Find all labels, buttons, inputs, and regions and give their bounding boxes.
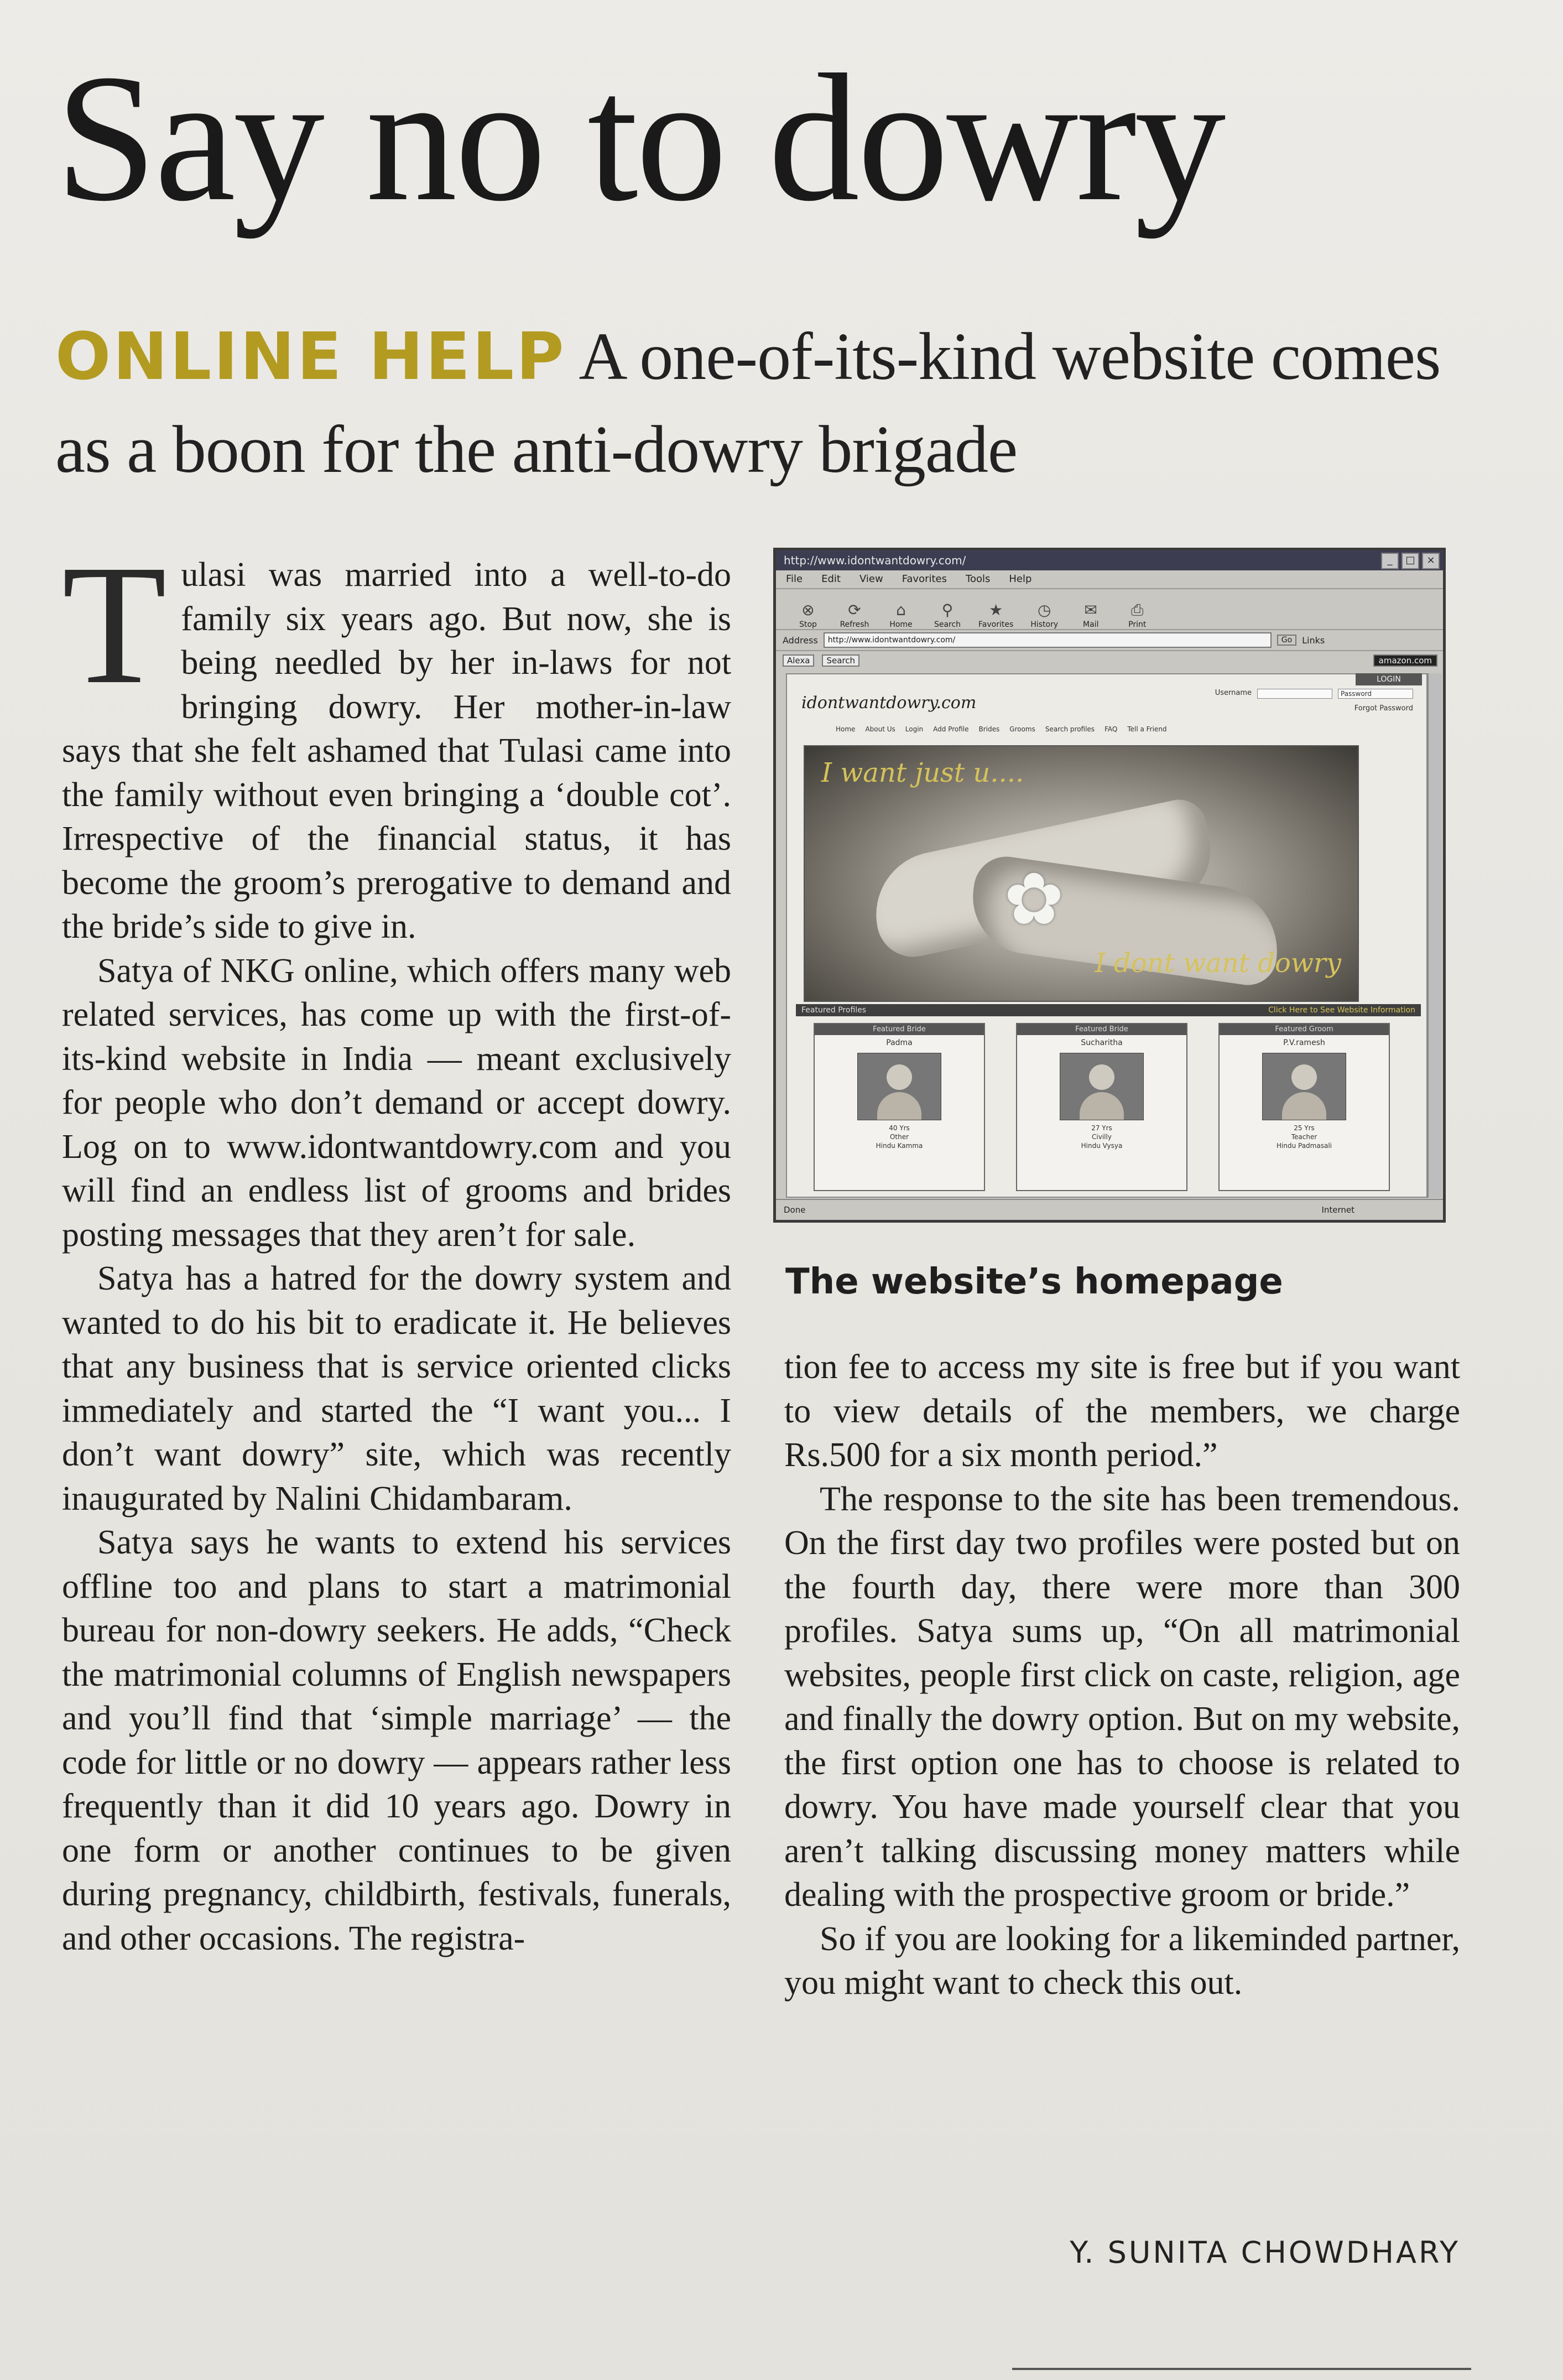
- card-header: Featured Groom: [1220, 1024, 1389, 1035]
- card-name: Sucharitha: [1081, 1038, 1123, 1047]
- username-label: Username: [1215, 689, 1252, 697]
- menu-view: View: [859, 573, 883, 585]
- star-icon: ★: [989, 601, 1003, 619]
- nav-tell-a-friend: Tell a Friend: [1127, 725, 1167, 733]
- nav-faq: FAQ: [1104, 725, 1118, 733]
- card-header: Featured Bride: [815, 1024, 984, 1035]
- headline: Say no to dowry: [55, 37, 1224, 239]
- toolbar-print-label: Print: [1128, 620, 1147, 629]
- go-button: Go: [1277, 635, 1296, 646]
- toolbar-favorites-label: Favorites: [978, 620, 1014, 629]
- hero-text-dowry: I dont want dowry: [1095, 948, 1341, 979]
- featured-cards: [814, 1023, 1404, 1191]
- alexa-search-button: Search: [822, 654, 859, 667]
- browser-toolbar: [776, 589, 1443, 630]
- close-icon: ×: [1422, 553, 1440, 569]
- card-line: Hindu Vysya: [1081, 1142, 1123, 1150]
- profile-card: [1218, 1023, 1390, 1191]
- titlebar-text: http://www.idontwantdowry.com/: [784, 554, 966, 567]
- toolbar-refresh: [839, 601, 870, 629]
- kicker: ONLINE HELP: [55, 318, 566, 394]
- drop-cap: T: [62, 530, 167, 720]
- alexa-button: Alexa: [783, 654, 814, 667]
- card-header: Featured Bride: [1017, 1024, 1186, 1035]
- paragraph-2: Satya of NKG online, which offers many web related services, has come up with the first-of-its-kind website in India — meant exclusively for people who don’t demand or accept dowry. Log on to www.idontwantdowry.com and you will find an endless list of grooms and brides posting messages that they aren’t for sale.: [62, 952, 731, 1254]
- featured-label: Featured Profiles: [801, 1006, 867, 1015]
- print-icon: ⎙: [1131, 601, 1144, 619]
- website-screenshot: [773, 548, 1446, 1223]
- address-bar: [776, 630, 1443, 651]
- home-icon: ⌂: [896, 601, 906, 619]
- card-line: Hindu Kamma: [876, 1142, 923, 1150]
- menu-favorites: Favorites: [902, 573, 947, 585]
- window-controls: [1381, 553, 1440, 569]
- paragraph-6: The response to the site has been tremendous. On the first day two profiles were posted but on the fourth day, there were more than 300 profiles. Satya sums up, “On all matrimonial websites, people first click on caste, religion, age and finally the dowry option. But on my website, the first option one has to choose is related to dowry. You have made yourself clear that you aren’t talking discussing money matters while dealing with the prospective groom or bride.”: [784, 1480, 1460, 1914]
- toolbar-search-label: Search: [934, 620, 961, 629]
- browser-statusbar: [776, 1199, 1443, 1220]
- deck: [55, 310, 1493, 496]
- menu-tools: Tools: [966, 573, 991, 585]
- hero-image: [804, 745, 1359, 1002]
- alexa-toolbar: [776, 651, 1443, 670]
- toolbar-favorites: [978, 601, 1013, 629]
- toolbar-refresh-label: Refresh: [840, 620, 869, 629]
- menu-file: File: [786, 573, 803, 585]
- nav-login: Login: [905, 725, 924, 733]
- featured-bar: [796, 1004, 1421, 1016]
- nav-home: Home: [836, 725, 856, 733]
- status-done: Done: [784, 1205, 806, 1215]
- maximize-icon: □: [1402, 553, 1419, 569]
- paragraph-5: tion fee to access my site is free but if you want to view details of the members, we charge Rs.500 for a six month period.”: [784, 1348, 1460, 1474]
- address-field: http://www.idontwantdowry.com/: [824, 632, 1272, 648]
- toolbar-print: [1122, 601, 1153, 629]
- browser-titlebar: [776, 550, 1443, 570]
- paragraph-1: [62, 530, 731, 949]
- toolbar-history: [1029, 601, 1060, 629]
- paragraph-1-text: ulasi was married into a well-to-do family six years ago. But now, she is being needled by her in-laws for not bringing dowry. Her mother-in-law says that she felt ashamed that Tulasi came into the family without even bringing a ‘double cot’. Irrespective of the financial status, it has become the groom’s prerogative to demand and the bride’s side to give in.: [62, 556, 731, 945]
- card-line: Teacher: [1291, 1133, 1317, 1141]
- card-line: Other: [889, 1133, 909, 1141]
- forgot-password-link: Forgot Password: [1354, 704, 1413, 713]
- paragraph-7: So if you are looking for a likeminded partner, you might want to check this out.: [784, 1920, 1460, 2002]
- toolbar-history-label: History: [1030, 620, 1059, 629]
- address-label: Address: [783, 635, 818, 646]
- nav-brides: Brides: [978, 725, 1000, 733]
- history-icon: ◷: [1038, 601, 1051, 619]
- nav-search-profiles: Search profiles: [1045, 725, 1095, 733]
- card-line: Civilly: [1092, 1133, 1112, 1141]
- daisy-icon: ✿: [1004, 860, 1064, 940]
- toolbar-home: [885, 601, 916, 629]
- profile-photo: [1060, 1053, 1144, 1120]
- deck-text: A one-of-its-kind website comes as a boon for the anti-dowry brigade: [55, 319, 1441, 487]
- image-caption: The website’s homepage: [785, 1261, 1283, 1302]
- profile-card: [1016, 1023, 1187, 1191]
- profile-card: [814, 1023, 985, 1191]
- stop-icon: ⊗: [801, 601, 815, 619]
- card-name: Padma: [886, 1038, 913, 1047]
- username-field: [1257, 689, 1332, 699]
- minimize-icon: _: [1381, 553, 1399, 569]
- nav-grooms: Grooms: [1009, 725, 1035, 733]
- profile-photo: [857, 1053, 941, 1120]
- paragraph-3: Satya has a hatred for the dowry system and wanted to do his bit to eradicate it. He believes that any business that is service oriented clicks immediately and started the “I want you... I don’t want dowry” site, which was recently inaugurated by Nalini Chidambaram.: [62, 1260, 731, 1518]
- mail-icon: ✉: [1084, 601, 1097, 619]
- nav-add-profile: Add Profile: [933, 725, 969, 733]
- refresh-icon: ⟳: [848, 601, 861, 619]
- browser-menubar: [776, 570, 1443, 589]
- hero-text-want: I want just u....: [821, 757, 1024, 788]
- card-line: 40 Yrs: [889, 1124, 910, 1132]
- article-column-left: [62, 530, 731, 1961]
- site-nav: [836, 725, 1167, 733]
- scrollbar: [1427, 673, 1442, 1198]
- paragraph-4: Satya says he wants to extend his services offline too and plans to start a matrimonial bureau for non-dowry seekers. He adds, “Check the matrimonial columns of English newspapers and you’ll find that ‘simple marriage’ — the code for little or no dowry — appears rather less frequently than it did 10 years ago. Dowry in one form or another continues to be given during pregnancy, childbirth, festivals, funerals, and other occasions. The registra-: [62, 1524, 731, 1957]
- profile-photo: [1262, 1053, 1346, 1120]
- featured-more-link: Click Here to See Website Information: [1268, 1006, 1415, 1015]
- toolbar-stop: [793, 601, 824, 629]
- password-field: Password: [1338, 689, 1413, 699]
- toolbar-stop-label: Stop: [799, 620, 817, 629]
- card-line: Hindu Padmasali: [1277, 1142, 1332, 1150]
- bottom-rule: [1012, 2368, 1471, 2370]
- status-zone: Internet: [1321, 1205, 1354, 1215]
- card-line: 27 Yrs: [1091, 1124, 1112, 1132]
- toolbar-mail-label: Mail: [1083, 620, 1099, 629]
- byline: Y. SUNITA CHOWDHARY: [1070, 2235, 1460, 2270]
- card-line: 25 Yrs: [1294, 1124, 1315, 1132]
- nav-about: About Us: [865, 725, 895, 733]
- menu-help: Help: [1009, 573, 1032, 585]
- site-logo: idontwantdowry.com: [801, 693, 977, 713]
- article-column-right: [784, 1345, 1460, 2005]
- amazon-button: amazon.com: [1373, 654, 1437, 667]
- menu-edit: Edit: [821, 573, 841, 585]
- links-label: Links: [1302, 635, 1325, 646]
- toolbar-search: [932, 601, 963, 629]
- site-viewport: [786, 673, 1427, 1198]
- toolbar-home-label: Home: [889, 620, 913, 629]
- card-name: P.V.ramesh: [1283, 1038, 1325, 1047]
- search-icon: ⚲: [941, 601, 954, 619]
- login-form: [1215, 689, 1413, 699]
- toolbar-mail: [1075, 601, 1106, 629]
- login-tab: LOGIN: [1356, 673, 1422, 685]
